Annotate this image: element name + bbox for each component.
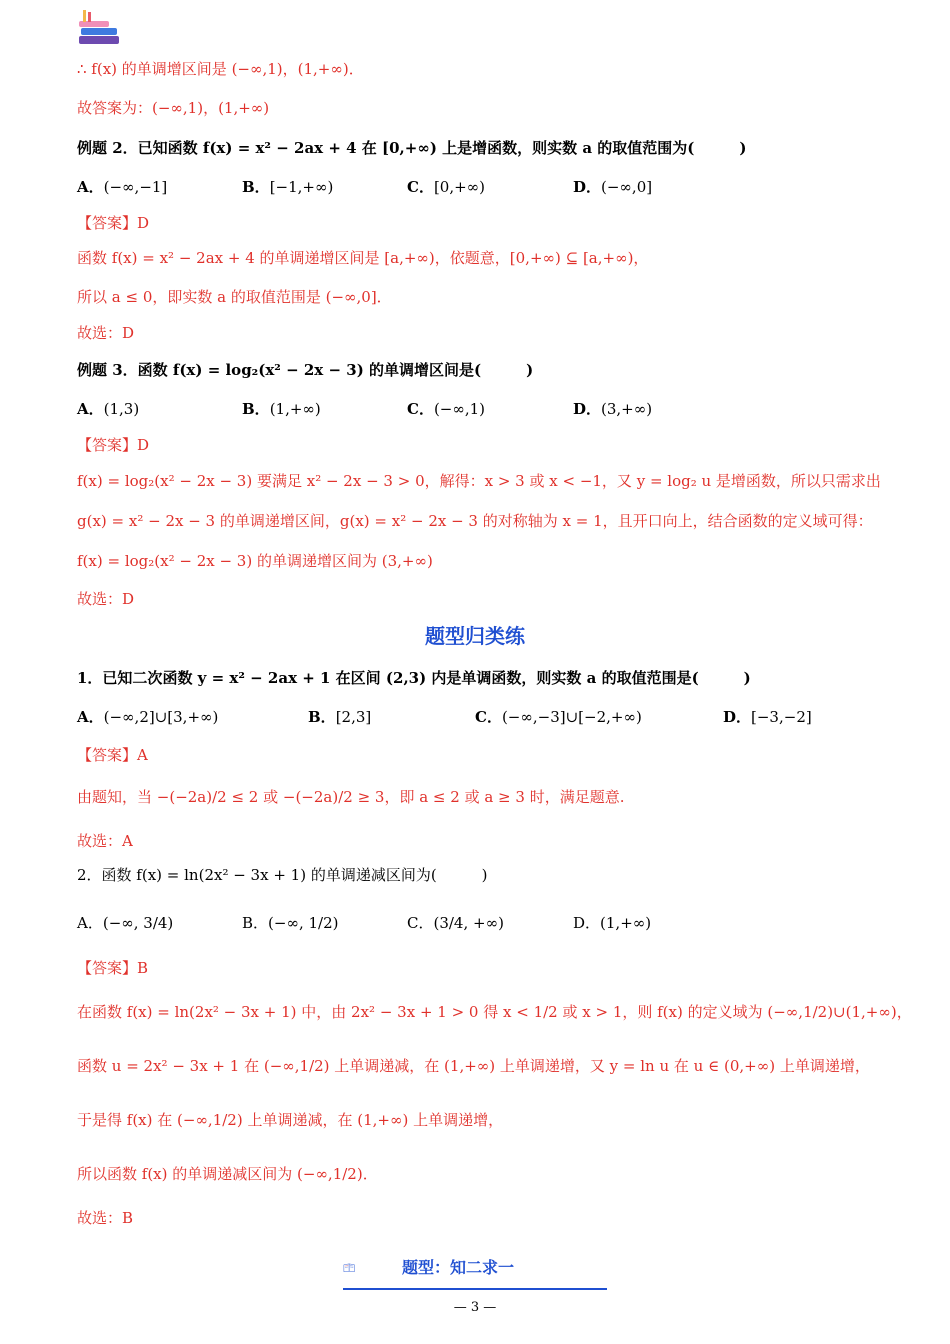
page-number: — 3 — — [453, 1300, 497, 1315]
example-2-option-b: B．[−1,+∞) — [242, 178, 334, 196]
question-2-solution-3: 于是得 f(x) 在 (−∞,1/2) 上单调递减，在 (1,+∞) 上单调递增， — [77, 1111, 504, 1129]
section-title: 题型归类练 — [425, 624, 525, 648]
books-stack-icon — [77, 8, 129, 50]
question-2-answer: 【答案】B — [77, 959, 149, 977]
conclusion-line: ∴ f(x) 的单调增区间是 (−∞,1)，(1,+∞)． — [77, 60, 364, 78]
example-3-solution-4: 故选：D — [77, 590, 135, 608]
example-2-stem: 例题 2．已知函数 f(x) = x² − 2ax + 4 在 [0,+∞) 上是增函数，则实数 a 的取值范围为( ) — [77, 139, 747, 157]
footer-divider — [343, 1288, 607, 1290]
example-2-solution-3: 故选：D — [77, 324, 135, 342]
question-1-solution-1: 由题知，当 −(−2a)/2 ≤ 2 或 −(−2a)/2 ≥ 3，即 a ≤ 2 或 a ≥ 3 时，满足题意. — [77, 788, 625, 806]
question-2-option-d: D．(1,+∞) — [573, 914, 652, 932]
example-3-solution-1: f(x) = log₂(x² − 2x − 3) 要满足 x² − 2x − 3 > 0，解得：x > 3 或 x < −1，又 y = log₂ u 是增函数，所以只需求出 — [77, 472, 881, 490]
example-2-option-a: A．(−∞,−1] — [77, 178, 168, 196]
open-book-icon — [343, 1245, 401, 1290]
example-3-answer: 【答案】D — [77, 436, 150, 454]
answer-line: 故答案为：(−∞,1)，(1,+∞) — [77, 99, 270, 117]
question-1-option-c: C．(−∞,−3]∪[−2,+∞) — [475, 708, 642, 726]
question-2-option-b: B．(−∞, 1/2) — [242, 914, 339, 932]
example-3-option-c: C．(−∞,1) — [407, 400, 486, 418]
question-2-solution-2: 函数 u = 2x² − 3x + 1 在 (−∞,1/2) 上单调递减，在 (1,+∞) 上单调递增，又 y = ln u 在 u ∈ (0,+∞) 上单调递增， — [77, 1057, 870, 1075]
example-3-option-b: B．(1,+∞) — [242, 400, 321, 418]
question-2-solution-4: 所以函数 f(x) 的单调递减区间为 (−∞,1/2)． — [77, 1165, 378, 1183]
example-3-solution-2: g(x) = x² − 2x − 3 的单调递增区间，g(x) = x² − 2x − 3 的对称轴为 x = 1，且开口向上，结合函数的定义域可得： — [77, 512, 873, 530]
example-3-solution-3: f(x) = log₂(x² − 2x − 3) 的单调递增区间为 (3,+∞) — [77, 552, 433, 570]
question-1-option-b: B．[2,3] — [308, 708, 372, 726]
question-2-solution-1: 在函数 f(x) = ln(2x² − 3x + 1) 中，由 2x² − 3x + 1 > 0 得 x < 1/2 或 x > 1，则 f(x) 的定义域为 (−∞,1/2)∪(1,+∞)， — [77, 1003, 912, 1021]
question-2-option-c: C．(3/4, +∞) — [407, 914, 504, 932]
question-1-solution-2: 故选：A — [77, 832, 133, 850]
footer-banner-text: 题型：知二求一 — [402, 1258, 515, 1277]
example-3-stem: 例题 3．函数 f(x) = log₂(x² − 2x − 3) 的单调增区间是( ) — [77, 361, 534, 379]
example-2-answer: 【答案】D — [77, 214, 150, 232]
example-3-option-a: A．(1,3) — [77, 400, 140, 418]
question-2-stem: 2．函数 f(x) = ln(2x² − 3x + 1) 的单调递减区间为( ) — [77, 866, 488, 884]
example-2-solution-2: 所以 a ≤ 0，即实数 a 的取值范围是 (−∞,0]． — [77, 288, 392, 306]
question-1-answer: 【答案】A — [77, 746, 148, 764]
example-2-option-d: D．(−∞,0] — [573, 178, 653, 196]
question-2-option-a: A．(−∞, 3/4) — [77, 914, 174, 932]
question-1-stem: 1．已知二次函数 y = x² − 2ax + 1 在区间 (2,3) 内是单调函数，则实数 a 的取值范围是( ) — [77, 669, 751, 687]
question-1-option-a: A．(−∞,2]∪[3,+∞) — [77, 708, 219, 726]
example-2-option-c: C．[0,+∞) — [407, 178, 486, 196]
example-3-option-d: D．(3,+∞) — [573, 400, 653, 418]
question-2-solution-5: 故选：B — [77, 1209, 134, 1227]
question-1-option-d: D．[−3,−2] — [723, 708, 812, 726]
example-2-solution-1: 函数 f(x) = x² − 2ax + 4 的单调递增区间是 [a,+∞)，依题意，[0,+∞) ⊆ [a,+∞)， — [77, 249, 649, 267]
